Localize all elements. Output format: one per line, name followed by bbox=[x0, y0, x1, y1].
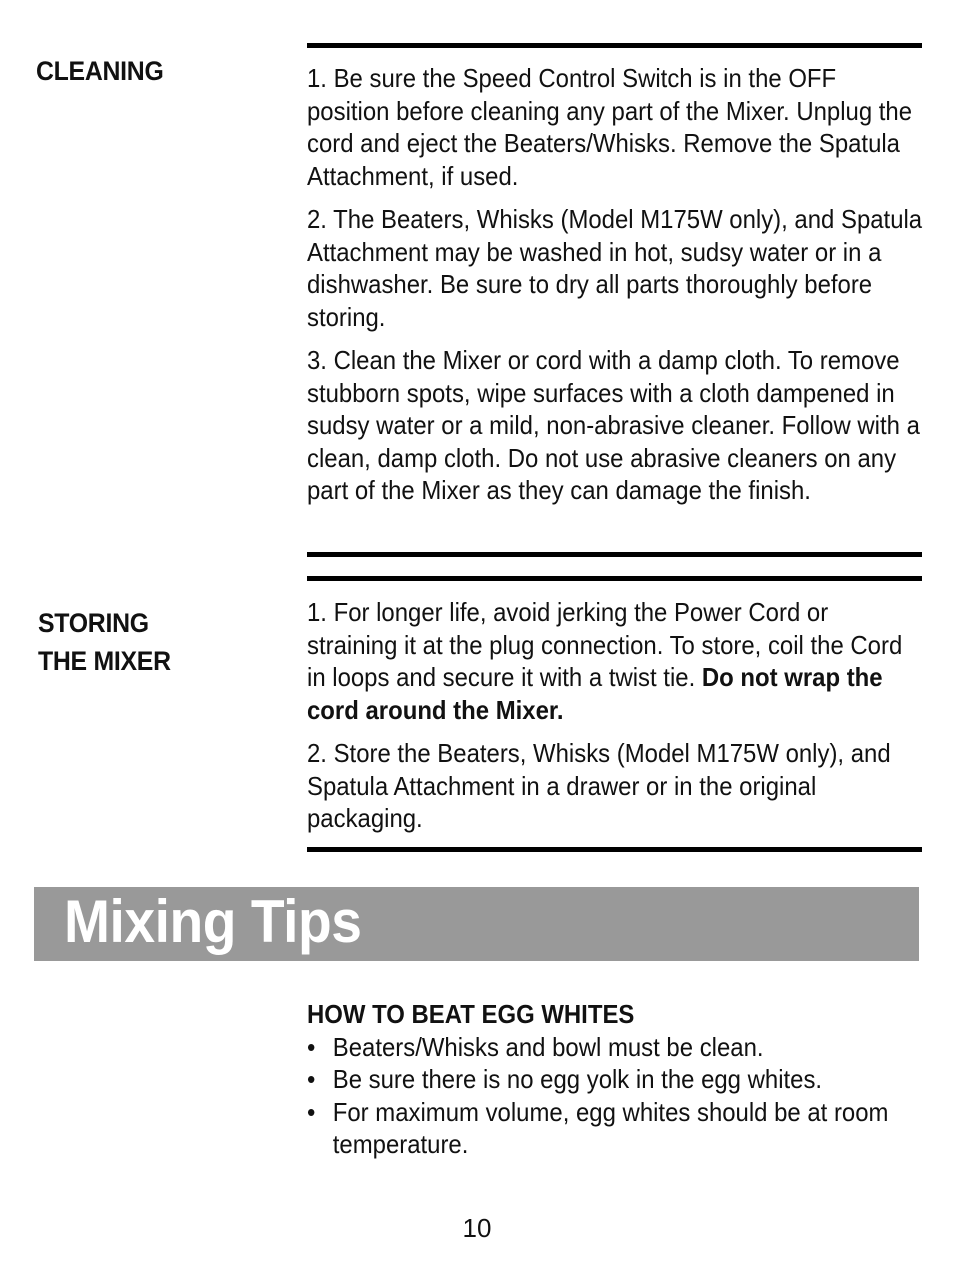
list-item bbox=[307, 1063, 914, 1096]
cleaning-top-rule bbox=[307, 43, 922, 48]
storing-warning: Do not wrap the cord around the Mixer. bbox=[307, 662, 883, 725]
list-item-text: Be sure there is no egg yolk in the egg whites. bbox=[332, 1064, 823, 1094]
cleaning-heading: CLEANING bbox=[36, 56, 164, 86]
list-item-text: Beaters/Whisks and bowl must be clean. bbox=[332, 1031, 764, 1062]
storing-heading: STORING THE MIXER bbox=[38, 608, 171, 676]
storing-bottom-rule bbox=[307, 847, 922, 852]
bullet-icon: • bbox=[307, 1064, 316, 1094]
bullet-icon: • bbox=[307, 1096, 316, 1127]
cleaning-step-1: 1. Be sure the Speed Control Switch is in the OFF position before cleaning any part of the Mixer. Unplug the cord and eject the Beaters/Whisks. Remove the Spatula Attachment, if used. bbox=[307, 63, 913, 191]
cleaning-step-2: 2. The Beaters, Whisks (Model M175W only), and Spatula Attachment may be washed in hot, sudsy water or in a dishwasher. Be sure to dry all parts thoroughly before storing. bbox=[307, 204, 923, 332]
list-item bbox=[307, 1096, 914, 1161]
cleaning-step-3: 3. Clean the Mixer or cord with a damp cloth. To remove stubborn spots, wipe surfaces with a cloth dampened in sudsy water or a mild, non-abrasive cleaner. Follow with a clean, damp cloth. Do not use abrasive cleaners on any part of the Mixer as they can damage the finish. bbox=[307, 345, 920, 505]
storing-step-1-text: 1. For longer life, avoid jerking the Power Cord or straining it at the plug connection. To store, coil the Cord in loops and secure it with a twist tie. bbox=[307, 597, 903, 692]
egg-whites-tips bbox=[307, 998, 914, 1161]
mixing-tips-banner bbox=[34, 887, 919, 961]
tips-list bbox=[307, 1031, 914, 1161]
cleaning-body bbox=[307, 62, 923, 518]
banner-title: Mixing Tips bbox=[64, 888, 362, 955]
storing-top-rule bbox=[307, 576, 922, 581]
storing-step-2: 2. Store the Beaters, Whisks (Model M175W only), and Spatula Attachment in a drawer or in the original packaging. bbox=[307, 738, 891, 833]
storing-step-1 bbox=[307, 596, 923, 726]
list-item-text: For maximum volume, egg whites should be at room temperature. bbox=[332, 1096, 889, 1159]
storing-body bbox=[307, 596, 923, 846]
cleaning-bottom-rule bbox=[307, 552, 922, 557]
page-number: 10 bbox=[462, 1213, 492, 1243]
tips-heading: HOW TO BEAT EGG WHITES bbox=[307, 999, 635, 1029]
bullet-icon: • bbox=[307, 1031, 316, 1062]
list-item bbox=[307, 1031, 914, 1064]
